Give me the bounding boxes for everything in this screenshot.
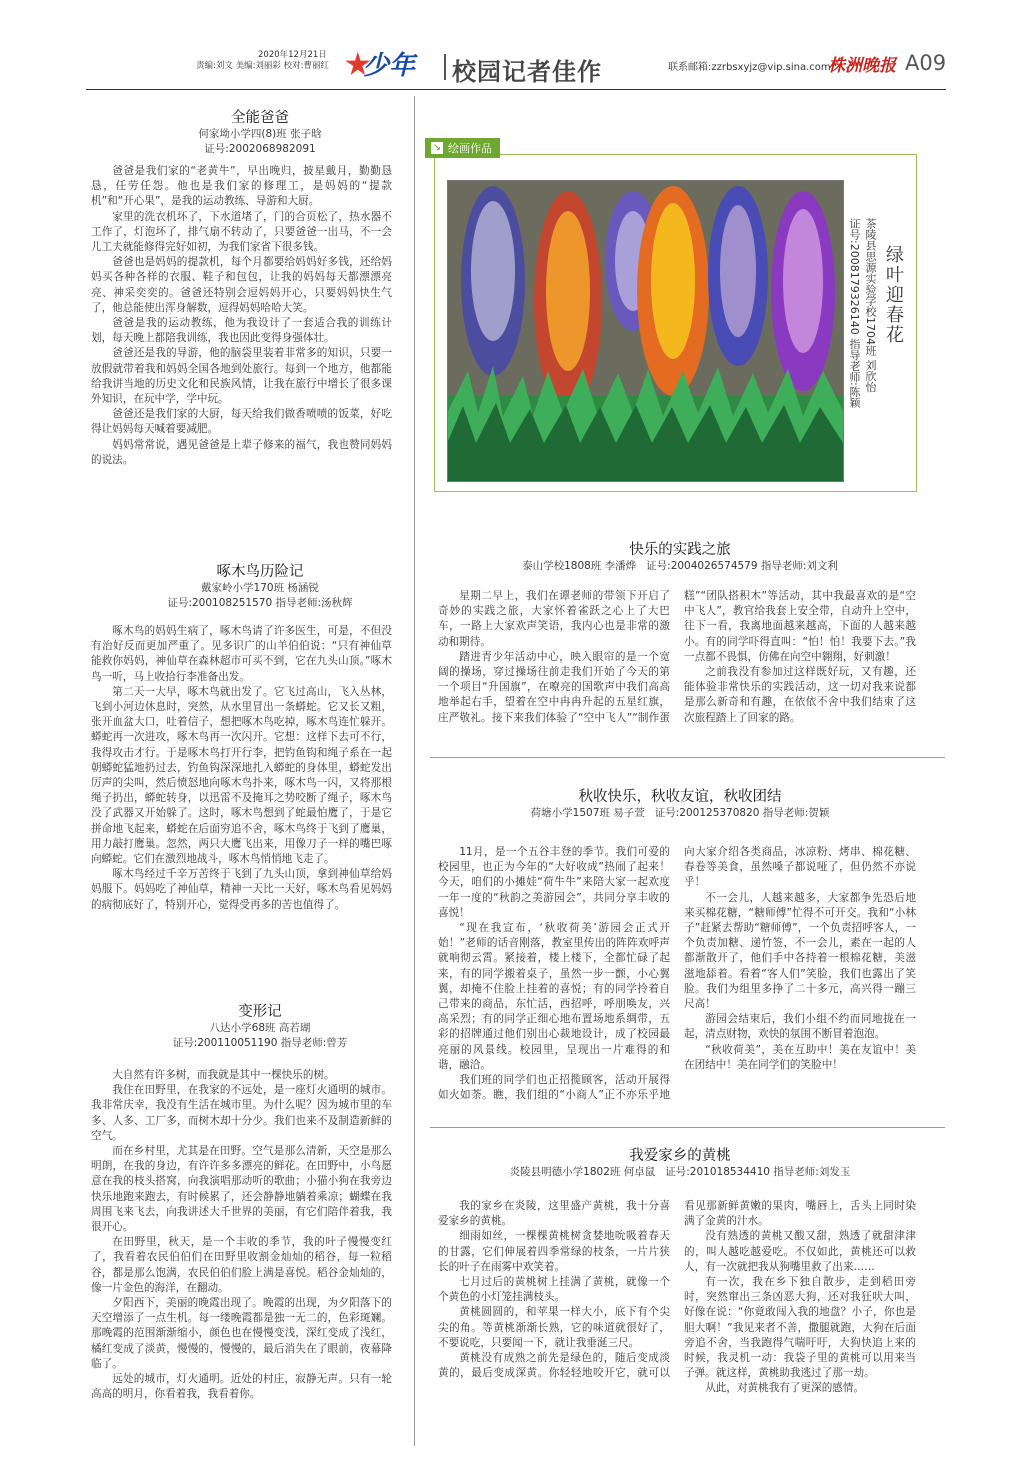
section-rule [430,757,945,758]
paragraph: 七月过后的黄桃树上挂满了黄桃，就像一个个黄色的小灯笼挂满枝头。 [438,1276,670,1304]
paragraph: 星期二早上，我们在谭老师的带领下开启了奇妙的实践之旅，大家怀着雀跃之心上了大巴车，一路上大家欢声笑语，我内心也是非常的激动和期待。 [438,590,670,648]
paragraph: 夕阳西下，美丽的晚霞出现了。晚霞的出现，为夕阳落下的天空增添了一点生机。每一缕晚霞都是独一无二的，色彩斑斓。那晚霞的范围渐渐缩小，颜色也在慢慢变浅，深红变成了浅红，橘红变成了淡黄，慢慢的，慢慢的，最后消失在了眼前，夜幕降临了。 [91,1297,392,1370]
editor-credits: 责编:刘文 美编:刘丽彩 校对:曹丽红 [196,61,329,71]
article-6-author: 炎陵县明德小学1802班 何卓鼠 [509,1166,656,1178]
article-5-author: 荷塘小学1507班 易子萱 [530,807,645,819]
paragraph: 妈妈常常说，遇见爸爸是上辈子修来的福气，我也赞同妈妈的说法。 [91,438,392,466]
svg-text:少年: 少年 [363,51,416,81]
paragraph: 黄桃圆圆的，和苹果一样大小，底下有个尖尖的角。等黄桃渐渐长熟，它的味道就很好了，不要说吃，只要闻一下，就让我垂涎三尺。 [438,1306,670,1349]
paragraph: 大自然有许多树，而我就是其中一棵快乐的树。 [112,1069,335,1081]
paragraph: 爸爸还是我们家的大厨，每天给我们做香喷喷的饭菜，好吃得让妈妈每天喊着要减肥。 [91,408,392,436]
paragraph: 踏进青少年活动中心，映入眼帘的是一个宽阔的操场，穿过操场往前走我们开始了今天的第一个项目“升国旗”，在嘹亮的国歌声中我们高高地举起右手，望着在空中冉冉升起的五星红旗，庄严敬礼。接下来我们体验了“空中飞人”“制作蛋糕”“团队搭积木”等活动，其中我最喜欢的是“空中飞人”，教官给我套上安全带，自动升上空中，往下一看，我离地面越来越高，下面的人越来越小。有的同学吓得直叫：“怕！怕！我要下去。”我一点都不畏惧，仿佛在向空中翱翔，好刺激！ [438,590,916,724]
paragraph: 爸爸是我们家的“老黄牛”，早出晚归，披星戴月，勤勤恳恳，任劳任怨。他也是我们家的修理工，是妈妈的“提款机”和“开心果”，是我的运动教练、导游和大厨。 [91,165,392,208]
title-divider [444,54,446,80]
paragraph: 爸爸还是我的导游，他的脑袋里装着非常多的知识，只要一放假就带着我和妈妈全国各地到处旅行。每到一个地方，他都能给我讲当地的历史文化和民族风情，让我在旅行中增长了很多课外知识，在玩中学，学中玩。 [91,347,392,406]
article-2-author: 戴家岭小学170班 杨涵锐 [201,582,319,594]
paragraph: 11月，是一个五谷丰登的季节。我们可爱的校园里，也正为今年的“大好收成”热闹了起来！今天，咱们的小摊娃“荷牛牛”来陪大家一起欢度一年一度的“秋韵之美游园会”，共同分享丰收的喜悦！ [438,846,670,919]
article-2-heading [100,563,420,611]
page-number: A09 [905,51,947,75]
paragraph: 不一会儿，人越来越多，大家都争先恐后地来买棉花糖，“糖师傅”忙得不可开交。我和“小林子”赶紧去帮助“糖师傅”，一个负责招呼客人，一个负责加糖、递竹签，不一会儿，素在一起的人都渐散开了，他们手中各持着一根棉花糖，美滋滋地舔着。看着“客人们”笑脸，我们也露出了笑脸。我们为组里多挣了二十多元，高兴得一蹦三尺高！ [684,891,916,1011]
paragraph: 有一次，我在乡下独自散步，走到稻田旁时，突然窜出三条凶恶大狗，还对我狂吠大叫，好像在说：“你竟敢闯入我的地盘？小子，你也是胆大啊！”我见来者不善，撒腿就跑，大狗在后面旁追不舍，当我跑得气喘吁吁，大狗快追上来的时候，我灵机一动：我袋子里的黄桃可以用来当子弹。就这样，黄桃助我逃过了那一劫。 [684,1276,916,1380]
article-6-heading [440,1147,920,1180]
article-3-heading [100,1003,420,1051]
arrow-icon: ↘ [432,142,442,153]
article-3-author: 八达小学68班 高若瑚 [209,1022,311,1034]
article-1-author: 何家坳小学四(8)班 张子晗 [198,128,322,140]
star-youth-logo [343,42,435,86]
painting-image [447,180,844,482]
article-4-title: 快乐的实践之旅 [629,542,731,558]
article-6-id: 证号:201018534410 指导老师:刘发玉 [665,1166,851,1178]
article-1-id: 证号:2002068982091 [204,143,316,155]
paragraph: 而在乡村里，尤其是在田野。空气是那么清新，天空是那么明朗，在我的身边，有许许多多漂亮的鲜花。在田野中，小鸟愿意在我的枝头搭窝，向我演唱那动听的歌曲；小猫小狗在我旁边快乐地跑来跑去，有时候累了，还会静静地躺着乘凉；蝴蝶在我周围飞来飞去，向我讲述大千世界的美丽，有它们陪伴着我，我很开心。 [91,1145,392,1234]
article-2-title: 啄木鸟历险记 [216,564,304,580]
article-3-body [91,1068,392,1402]
paragraph: 第二天一大早，啄木鸟就出发了。它飞过高山，飞入丛林，飞到小河边休息时，突然，从水里冒出一条蟒蛇。它又长又粗，张开血盆大口，吐着信子，想把啄木鸟吃掉，啄木鸟连忙躲开。蟒蛇再一次进攻，啄木鸟再一次闪开。它想：这样下去可不行，我得攻击才行。于是啄木鸟打开行李，把钓鱼钩和绳子系在一起朝蟒蛇猛地扔过去，钓鱼钩深深地扎入蟒蛇的身体里，蟒蛇发出厉声的尖叫，然后愤怒地向啄木鸟扑来，啄木鸟一闪，又将那根绳子扔出，蟒蛇转身，以迅雷不及掩耳之势咬断了绳子，啄木鸟没了武器又开始躲了。这时，啄木鸟想到了蛇最怕鹰了，于是它拼命地飞起来，蟒蛇在后面穷追不舍，啄木鸟终于飞到了鹰巢，用力敲打鹰巢。忽然，两只大鹰飞出来，用像刀子一样的嘴巴啄向蟒蛇。它们在激烈地战斗，啄木鸟悄悄地飞走了。 [91,685,392,866]
contact-email: 联系邮箱:zzrbsxyjz@vip.sina.com [668,62,831,73]
paragraph: 我住在田野里，在我家的不远处，是一座灯火通明的城市。我非常庆幸，我没有生活在城市里。为什么呢？因为城市里的车多、人多、工厂多，而树木却十分少。我们也来不及制造新鲜的空气。 [91,1084,392,1142]
section-title: 校园记者佳作 [452,58,602,86]
paragraph: “现在我宣布，‘秋收荷美’游园会正式开始！”老师的话音刚落，教室里传出的阵阵欢呼声就响彻云霄。紧接着，楼上楼下，全都忙碌了起来，有的同学搬着桌子，虽然一步一颤，小心翼翼，却掩不住脸上挂着的喜悦；有的同学拎着自己带来的商品，东忙活，西招呼，呼朋唤友，兴高采烈；有的同学正细心地布置场地系绸带，五彩的招牌通过他们别出心裁地设计，成了校园最亮丽的风景线。校园里，呈现出一片难得的和谐，融洽。 [438,922,670,1071]
painting-tag [425,138,500,158]
paragraph: 远处的城市，灯火通明。近处的村庄，寂静无声。只有一轮高高的明月，你看着我，我看着你。 [91,1373,392,1401]
article-1-heading [110,109,410,157]
article-4-byline [440,559,920,574]
article-6-body [438,1199,916,1449]
section-rule [430,1127,945,1128]
paragraph: 爸爸也是妈妈的提款机，每个月都要给妈妈好多钱，还给妈妈买各种各样的衣服、鞋子和包包，让我的妈妈每天都漂漂亮亮、神采奕奕的。爸爸还特别会逗妈妈开心，只要妈妈快生气了，他总能使出浑身解数，逗得妈妈哈哈大笑。 [91,256,392,314]
paragraph: 细雨如丝，一棵棵黄桃树贪婪地吮吸着春天的甘露，它们伸展着四季常绿的枝条，一片片狭长的叶子在雨雾中欢笑着。 [438,1230,670,1273]
article-5-body [438,845,916,1117]
paragraph: 啄木鸟经过千辛万苦终于飞到了九头山顶，拿到神仙草给妈妈服下。妈妈吃了神仙草，精神一天比一天好，啄木鸟看见妈妈的病彻底好了，特别开心，觉得受再多的苦也值得了。 [91,868,392,911]
paragraph: 之前我没有参加过这样既好玩，又有趣，还能体验非常快乐的实践活动，这一切对我来说都是那么新奇和有趣，在依依不舍中我们结束了这次旅程踏上了回家的路。 [684,666,916,724]
painting-tag-label: 绘画作品 [448,142,492,155]
article-1-title: 全能爸爸 [231,110,289,126]
paragraph: 家里的洗衣机坏了，下水道堵了，门的合页松了，热水器不工作了，灯泡坏了，排气扇不转动了，只要爸爸一出马，不一会儿工夫就能修得完好如初，为我们家省下很多钱。 [91,210,392,254]
article-5-title: 秋收快乐，秋收友谊，秋收团结 [578,789,782,805]
article-2-id: 证号:2001082515​70 指导老师:汤秋辉 [167,597,353,609]
paragraph: 从此，对黄桃我有了更深的感情。 [705,1382,865,1395]
paragraph: 游园会结束后，我们小组不约而同地拢在一起，清点财物，欢快的氛围不断冒着泡泡。 [684,1013,916,1041]
article-3-id: 证号:200110051190 指导老师:曾芳 [172,1037,348,1049]
article-4-author: 泰山学校1808班 李潘烨 [522,560,637,572]
painting-id: 证号:2008179326140 指导老师:陈颖 [848,218,861,408]
article-5-heading [440,788,920,821]
column-divider [414,96,415,1446]
article-5-byline [440,806,920,821]
paragraph: 爸爸是我的运动教练，他为我设计了一套适合我的训练计划，每天晚上都陪我训练，我也因此变得身强体壮。 [91,317,392,345]
article-2-body [91,624,392,913]
issue-date: 2020年12月21日 [258,50,327,60]
article-5-id: 证号:200125370820 指导老师:贺颖 [654,807,830,819]
article-6-title: 我爱家乡的黄桃 [629,1148,731,1164]
paragraph: “秋收荷美”，美在互助中！美在友谊中！美在团结中！美在同学们的笑脸中！ [684,1043,916,1071]
article-1-body [91,164,392,468]
paragraph: 我们班的同学们也正招揽顾客，活动开展得如火如荼。瞧，我们组的“小商人”正不亦乐乎地向大家介绍各类商品，冰凉粉、烤串、棉花糖、春卷等美食，虽然嗓子都说哑了，但仍然不亦说乎！ [438,846,916,1102]
paragraph: 啄木鸟的妈妈生病了，啄木鸟请了许多医生，可是，不但没有治好反而更加严重了。见多识广的山羊伯伯说：“只有神仙草能救你妈妈，神仙草在森林超市可买不到，它在九头山顶。”啄木鸟一听，马上收拾行李准备出发。 [91,625,392,683]
painting-title: 绿叶迎春花 [883,245,904,345]
article-4-id: 证号:2004026574579 指导老师:刘文利 [646,560,838,572]
header-rule [86,89,946,90]
paragraph: 黄桃没有成熟之前先是绿色的，随后变成淡黄的，最后变成深黄。你轻轻地咬开它，就可以看见那新鲜黄嫩的果肉，嘴唇上，舌头上同时染满了金黄的汁水。 [438,1200,916,1380]
painting-school: 茶陵县思源实验学校1704班 刘欣怡 [864,218,877,393]
paper-name-logo: 株洲晚报 [828,56,896,76]
article-3-title: 变形记 [238,1004,282,1020]
paragraph: 我的家乡在炎陵，这里盛产黄桃，我十分喜爱家乡的黄桃。 [438,1200,670,1228]
article-4-heading [440,541,920,574]
article-6-byline [440,1165,920,1180]
paragraph: 没有熟透的黄桃又酸又甜，熟透了就甜津津的，叫人越吃越爱吃。不仅如此，黄桃还可以救人，有一次就把我从狗嘴里救了出来…… [684,1230,916,1273]
article-4-body [438,589,916,739]
paragraph: 在田野里，秋天，是一个丰收的季节，我的叶子慢慢变红了，我看着农民伯伯们在田野里收割金灿灿的稻谷，每一粒稻谷，都是那么饱满，农民伯伯们脸上满是喜悦。稻谷金灿灿的，像一片金色的海洋，在翻动。 [91,1236,392,1294]
